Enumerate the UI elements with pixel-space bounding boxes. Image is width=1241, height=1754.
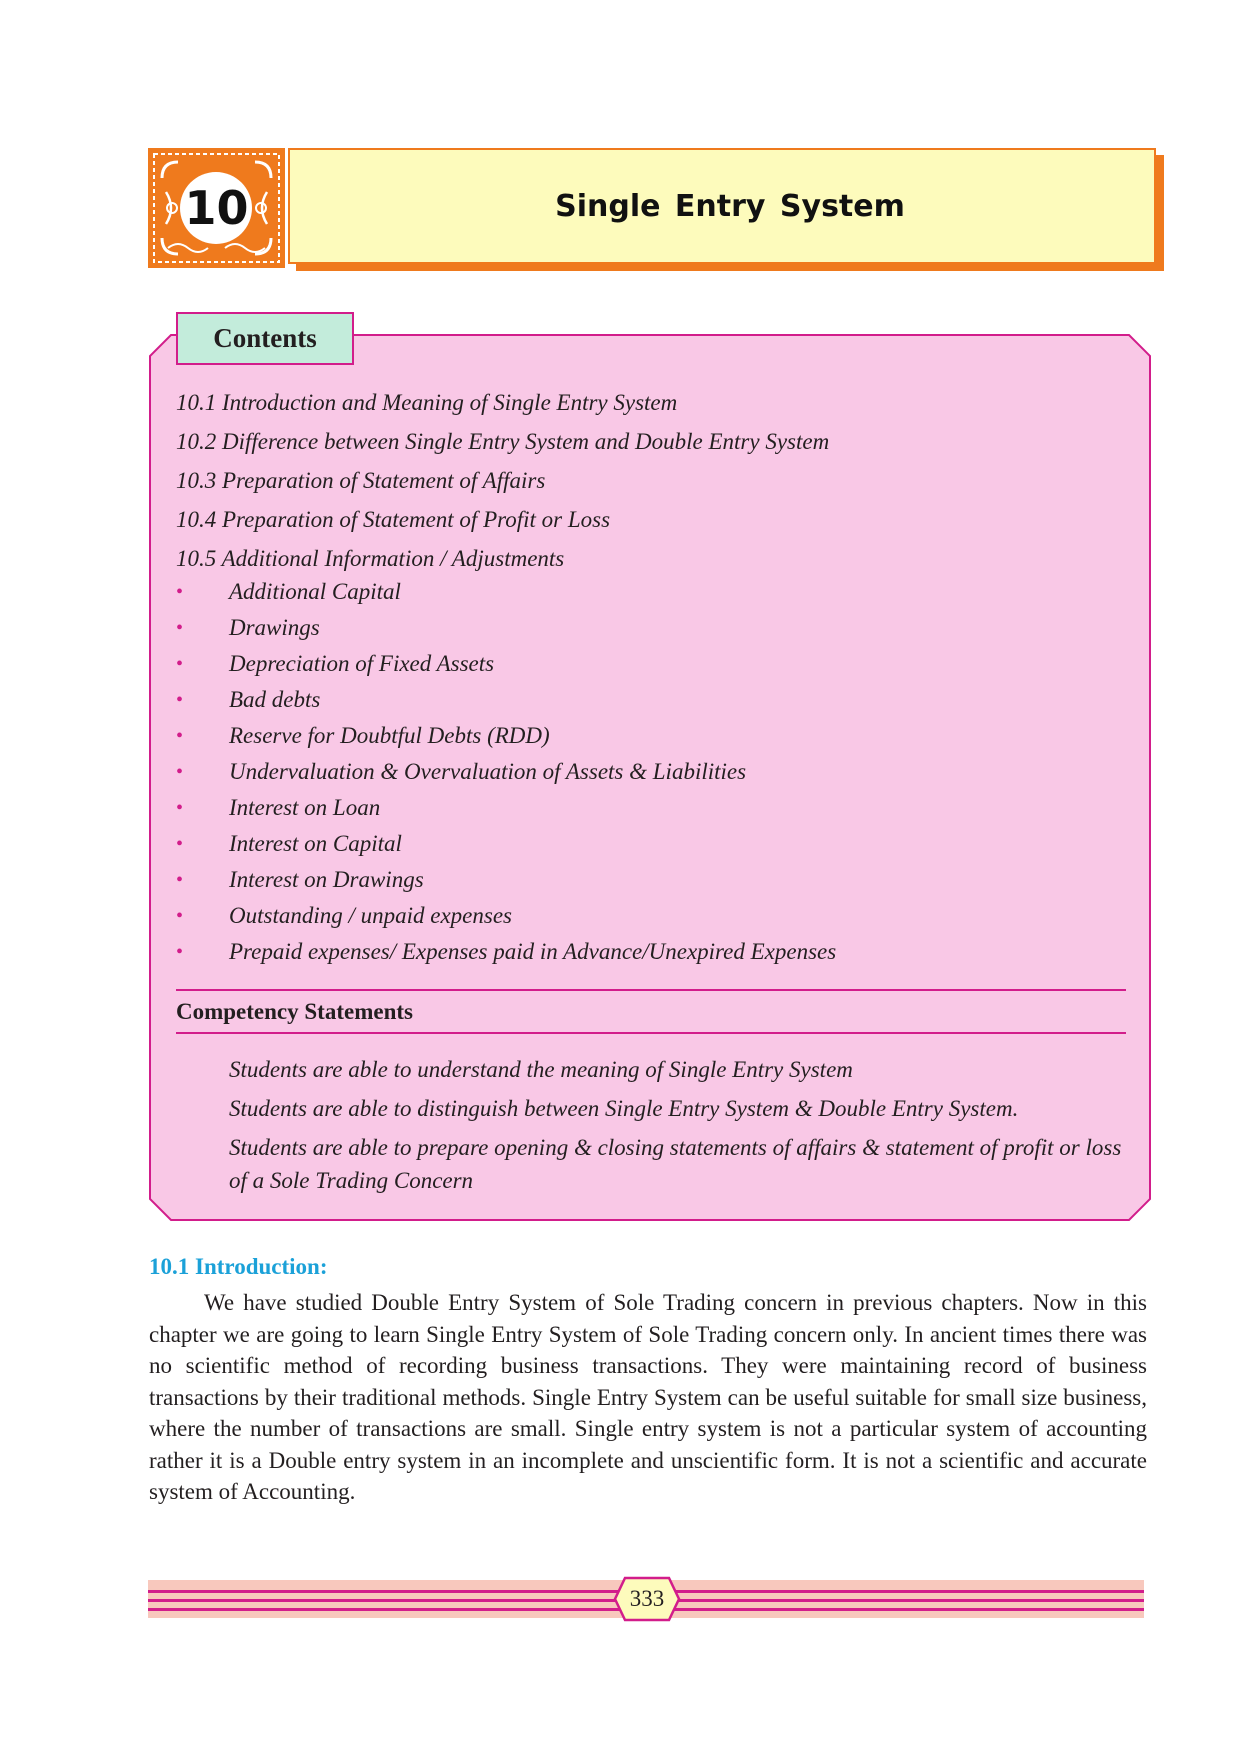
adjustments-list <box>176 574 1136 970</box>
competency-list <box>229 1053 1141 1203</box>
contents-heading: Contents <box>176 312 354 365</box>
page-number: 333 <box>629 1586 665 1611</box>
competency-heading: Competency Statements <box>176 999 413 1024</box>
bullet-icon: • <box>176 869 184 891</box>
list-item-label: Depreciation of Fixed Assets <box>229 651 495 676</box>
list-item <box>176 754 1136 790</box>
list-item <box>176 682 1136 718</box>
list-item <box>176 574 1136 610</box>
section-heading: 10.1 Introduction: <box>149 1254 328 1279</box>
competency-item: Students are able to prepare opening & closing statements of affairs & statement of profit or loss of a Sole Trading Concern <box>229 1135 1122 1193</box>
list-item-label: Interest on Capital <box>229 831 402 856</box>
list-item <box>176 826 1136 862</box>
list-item <box>176 790 1136 826</box>
chapter-number-badge <box>148 148 285 268</box>
chapter-title: Single Entry System <box>555 188 905 224</box>
toc-item: 10.1 Introduction and Meaning of Single Entry System <box>176 390 678 415</box>
list-item <box>176 934 1136 970</box>
list-item-label: Reserve for Doubtful Debts (RDD) <box>229 723 550 748</box>
list-item <box>176 862 1136 898</box>
intro-paragraph: We have studied Double Entry System of Sole Trading concern in previous chapters. Now in this chapter we are going to learn Single Entry System of Sole Trading concern only. In ancient times there was no scientific method of recording business transactions. They were maintaining record of business transactions by their traditional methods. Single Entry System can be useful suitable for small size business, where the number of transactions are small. Single entry system is not a particular system of accounting rather it is a Double entry system in an incomplete and unscientific form. It is not a scientific and accurate system of Accounting. <box>149 1290 1147 1504</box>
list-item <box>176 646 1136 682</box>
bullet-icon: • <box>176 833 184 855</box>
bullet-icon: • <box>176 905 184 927</box>
bullet-icon: • <box>176 941 184 963</box>
toc-list <box>176 383 1136 578</box>
bullet-icon: • <box>176 797 184 819</box>
bullet-icon: • <box>176 689 184 711</box>
bullet-icon: • <box>176 653 184 675</box>
list-item-label: Additional Capital <box>229 579 401 604</box>
competency-item: Students are able to distinguish between Single Entry System & Double Entry System. <box>229 1096 1019 1121</box>
competency-item: Students are able to understand the meaning of Single Entry System <box>229 1057 853 1082</box>
divider <box>176 1032 1126 1034</box>
list-item-label: Prepaid expenses/ Expenses paid in Advance/Unexpired Expenses <box>229 939 837 964</box>
bullet-icon: • <box>176 725 184 747</box>
list-item-label: Undervaluation & Overvaluation of Assets & Liabilities <box>229 759 747 784</box>
list-item-label: Interest on Loan <box>229 795 381 820</box>
bullet-icon: • <box>176 581 184 603</box>
list-item <box>176 610 1136 646</box>
list-item-label: Outstanding / unpaid expenses <box>229 903 512 928</box>
chapter-number: 10 <box>184 181 249 235</box>
list-item-label: Bad debts <box>229 687 321 712</box>
toc-item: 10.3 Preparation of Statement of Affairs <box>176 468 546 493</box>
list-item-label: Drawings <box>229 615 320 640</box>
bullet-icon: • <box>176 761 184 783</box>
title-banner <box>288 148 1156 264</box>
toc-item: 10.2 Difference between Single Entry System and Double Entry System <box>176 429 830 454</box>
list-item <box>176 718 1136 754</box>
bullet-icon: • <box>176 617 184 639</box>
page-number-badge <box>613 1576 681 1622</box>
list-item-label: Interest on Drawings <box>229 867 424 892</box>
list-item <box>176 898 1136 934</box>
toc-item: 10.5 Additional Information / Adjustments <box>176 546 565 571</box>
divider <box>176 989 1126 991</box>
toc-item: 10.4 Preparation of Statement of Profit or Loss <box>176 507 611 532</box>
